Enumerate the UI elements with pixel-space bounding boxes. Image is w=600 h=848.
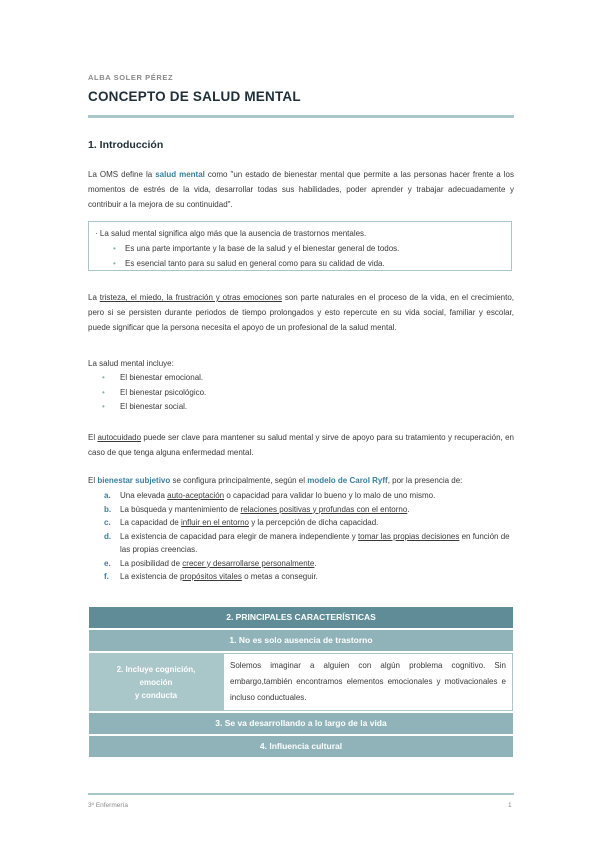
list-item <box>88 530 514 557</box>
list-item: • El bienestar emocional. <box>88 371 206 386</box>
para3-text-1: El <box>88 433 98 442</box>
item-underline: influir en el entorno <box>180 518 249 527</box>
list-marker: b. <box>104 504 112 514</box>
footer-divider <box>88 793 514 795</box>
list-item <box>88 557 514 571</box>
list-item <box>88 516 514 530</box>
item-text: y la percepción de dicha capacidad. <box>248 518 379 527</box>
footer-course: 3º Enfermería <box>88 802 128 809</box>
para4-text-2: se configura principalmente, según el <box>170 476 308 485</box>
list-item <box>88 489 514 503</box>
includes-label: La salud mental incluye: <box>88 359 174 368</box>
item-underline: relaciones positivas y profundas con el entorno <box>240 504 408 514</box>
para2-underline: tristeza, el miedo, la frustración y otras emociones <box>99 293 282 302</box>
list-item <box>88 503 514 517</box>
list-marker: f. <box>104 572 109 581</box>
item-text: . <box>314 558 317 568</box>
para3-text-2: puede ser clave para mantener su salud mental y sirve de apoyo para su tratamiento y recuperación, en caso de que tenga alguna enfermedad mental. <box>88 433 514 457</box>
item-underline: propósitos vitales <box>180 572 242 581</box>
table-header: 2. PRINCIPALES CARACTERÍSTICAS <box>88 606 514 629</box>
list-item: • El bienestar social. <box>88 400 206 415</box>
note-sub-1: • Es una parte importante y la base de la salud y el bienestar general de todos. <box>95 241 505 256</box>
item-text: Una elevada <box>120 491 168 500</box>
intro-text-1: La OMS define la <box>88 170 156 179</box>
ryff-list <box>88 489 514 584</box>
item-underline: tomar las propias decisiones <box>357 531 460 541</box>
characteristics-table <box>88 606 514 758</box>
table-row-4: 4. Influencia cultural <box>88 735 514 758</box>
author-name: ALBA SOLER PÉREZ <box>88 73 174 82</box>
item-text: La búsqueda y mantenimiento de <box>120 504 241 514</box>
page-number: 1 <box>508 802 512 809</box>
list-marker: e. <box>104 558 111 568</box>
para2-text-2: son parte naturales en el proceso de la vida, en el crecimiento, pero si se persisten durante periodos de tiempo prolongados y esto repercute en su vida social, familiar y escolar, puede significar que la persona necesita el apoyo de un profesional de la salud mental. <box>88 293 515 332</box>
para4-highlight-1: bienestar subjetivo <box>97 476 171 485</box>
row2-label-line: emoción <box>139 677 173 687</box>
item-underline: crecer y desarrollarse personalmente <box>182 558 315 568</box>
row2-label-line: 2. Incluye cognición, <box>116 664 196 674</box>
item-text: La existencia de <box>120 572 181 581</box>
section-heading: 1. Introducción <box>88 139 164 151</box>
note-main: · La salud mental significa algo más que la ausencia de trastornos mentales. <box>95 229 367 238</box>
list-item: • El bienestar psicológico. <box>88 386 206 401</box>
para4-highlight-2: modelo de Carol Ryff <box>307 476 388 485</box>
note-sub-2: • Es esencial tanto para su salud en general como para su calidad de vida. <box>95 256 505 271</box>
emotions-paragraph <box>88 290 514 335</box>
item-text: La capacidad de <box>120 518 181 527</box>
table-row-2 <box>88 652 514 712</box>
note-box <box>88 221 512 271</box>
list-marker: c. <box>104 518 111 527</box>
para3-underline: autocuidado <box>97 433 142 442</box>
item-text: . <box>407 504 410 514</box>
wellbeing-paragraph <box>88 473 514 488</box>
item-text: o metas a conseguir. <box>241 572 318 581</box>
item-underline: auto-aceptación <box>167 491 225 500</box>
item-text: o capacidad para validar lo bueno y lo malo de uno mismo. <box>224 491 436 500</box>
list-marker: a. <box>104 491 111 500</box>
intro-text-2: como "un estado de bienestar mental que permite a las personas hacer frente a los momentos de estrés de la vida, desarrollar todas sus habilidades, poder aprender y trabajar adecuadamente y contribuir a la mejora de su continuidad". <box>88 170 515 209</box>
page-title: CONCEPTO DE SALUD MENTAL <box>88 89 301 104</box>
list-marker: d. <box>104 531 112 541</box>
intro-highlight: salud mental <box>155 170 205 179</box>
item-text: La existencia de capacidad para elegir de manera independiente y <box>120 531 358 541</box>
para4-text-1: El <box>88 476 98 485</box>
para4-text-3: , por la presencia de: <box>387 476 463 485</box>
table-row-2-description: Solemos imaginar a alguien con algún problema cognitivo. Sin embargo,también encontramos elementos emocionales y motivacionales e incluso conductuales. <box>223 653 513 711</box>
title-divider <box>88 115 514 118</box>
table-row-1: 1. No es solo ausencia de trastorno <box>88 629 514 652</box>
selfcare-paragraph <box>88 430 514 460</box>
list-item <box>88 570 514 584</box>
includes-list <box>88 371 206 415</box>
item-text: en función de las propias creencias. <box>120 531 510 554</box>
intro-paragraph <box>88 167 514 212</box>
item-text: La posibilidad de <box>120 558 183 568</box>
table-row-2-label <box>89 653 223 711</box>
row2-label-line: y conducta <box>134 690 178 700</box>
para2-text-1: La <box>88 293 100 302</box>
table-row-3: 3. Se va desarrollando a lo largo de la vida <box>88 712 514 735</box>
